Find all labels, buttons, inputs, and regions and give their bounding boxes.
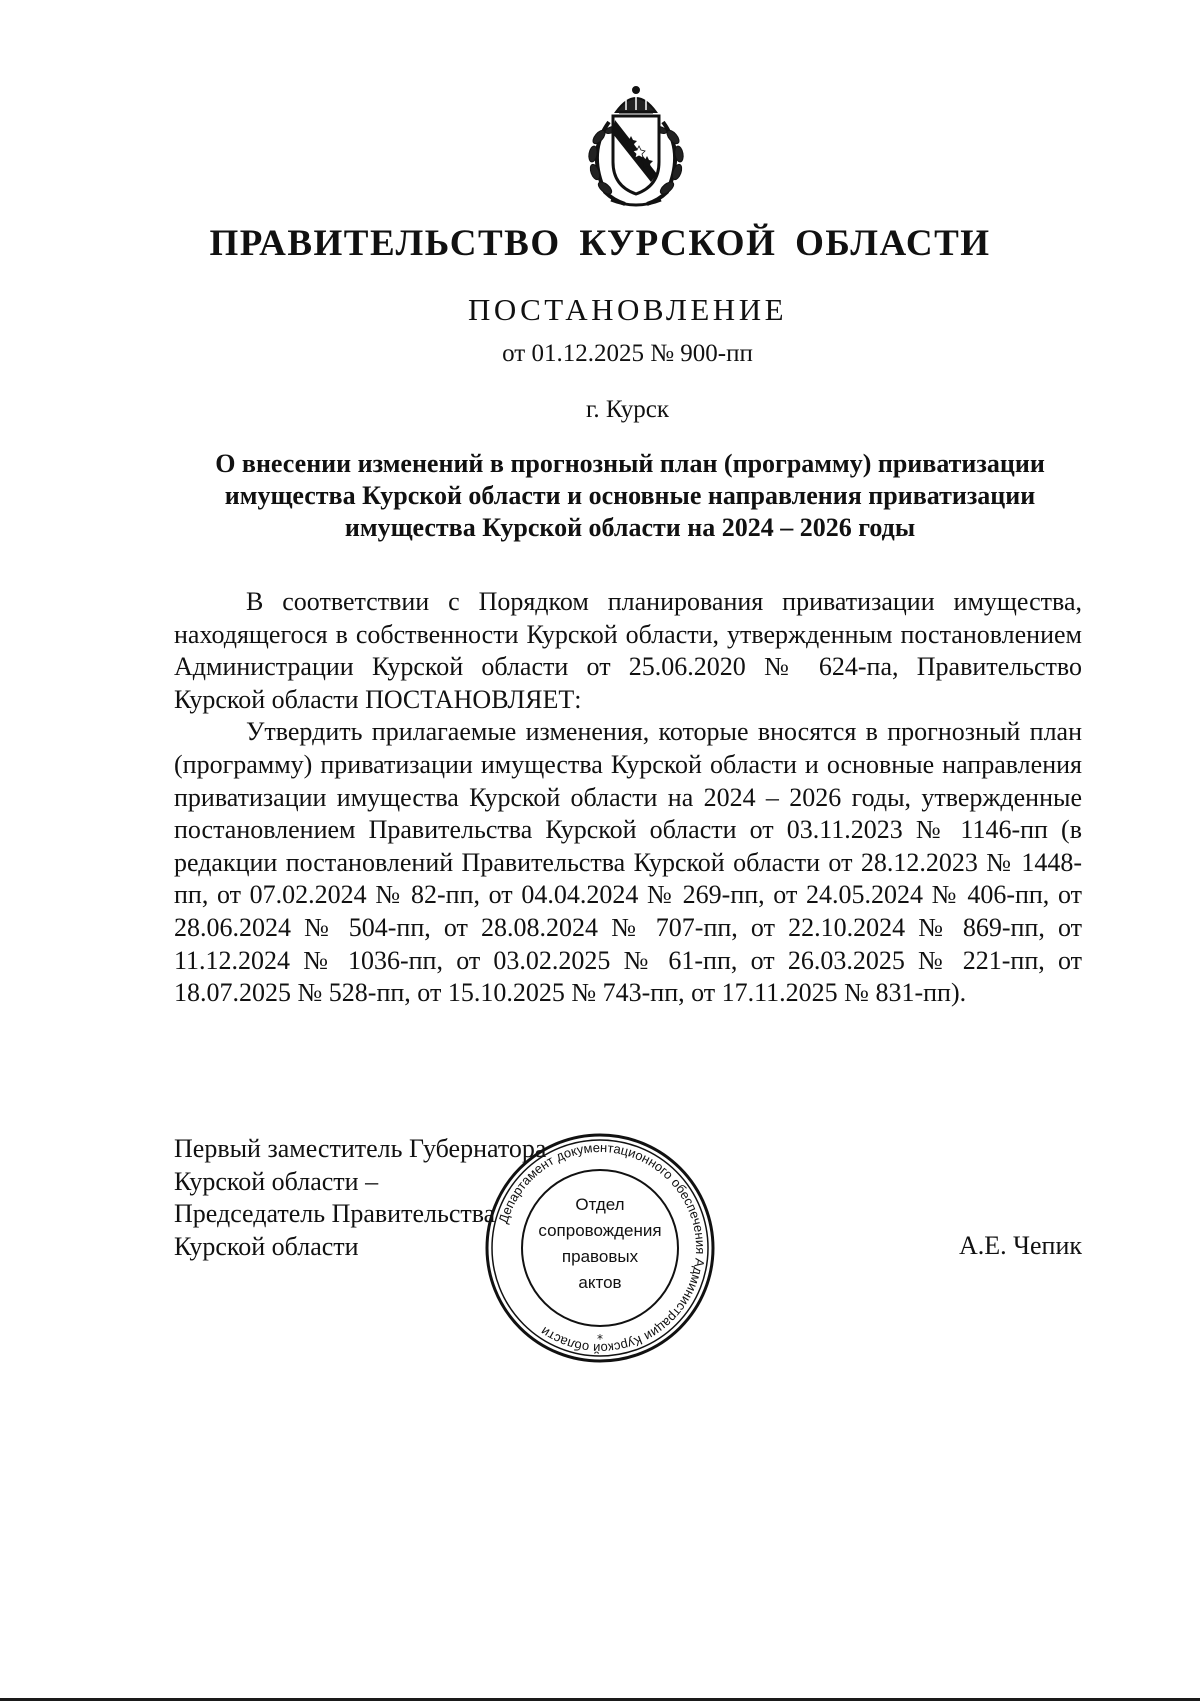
document-number: от 01.12.2025 № 900-пп: [502, 340, 753, 367]
shield-icon: [613, 116, 659, 194]
official-stamp: [480, 1128, 720, 1368]
document-subject: [170, 448, 1090, 544]
body-paragraph-preamble: В соответствии с Порядком планирования приватизации имущества, находящегося в собственности Курской области, утвержденным постановлением Администрации Курской области от 25.06.2020 № 624-па, Правительство Курской области ПОСТАНОВЛЯЕТ:: [174, 587, 1082, 714]
signer-position-line-4: Курской области: [174, 1231, 359, 1261]
coat-of-arms-emblem: [571, 82, 701, 212]
document-type: ПОСТАНОВЛЕНИЕ: [467, 292, 788, 327]
government-title: ПРАВИТЕЛЬСТВО КУРСКОЙ ОБЛАСТИ: [209, 223, 991, 264]
stamp-center-line-1: Отдел: [575, 1195, 625, 1214]
body-paragraph-resolution: Утвердить прилагаемые изменения, которые вносятся в прогнозный план (программу) приватизации имущества Курской области и основные направления приватизации имущества Курской области на 2024 – 2026 годы, утвержденные постановлением Правительства Курской области от 03.11.2023 № 1146-пп (в редакции постановлений Правительства Курской области от 28.12.2023 № 1448-пп, от 07.02.2024 № 82-пп, от 04.04.2024 № 269-пп, от 24.05.2024 № 406-пп, от 28.06.2024 № 504-пп, от 28.08.2024 № 707-пп, от 22.10.2024 № 869-пп, от 11.12.2024 № 1036-пп, от 03.02.2025 № 61-пп, от 26.03.2025 № 221-пп, от 18.07.2025 № 528-пп, от 15.10.2025 № 743-пп, от 17.11.2025 № 831-пп).: [174, 717, 1082, 1008]
scan-bottom-edge: [0, 1688, 1200, 1704]
crown-icon: [616, 87, 656, 112]
stamp-center-line-2: сопровождения: [538, 1221, 662, 1240]
document-city: г. Курск: [586, 396, 669, 423]
stamp-star-icon: *: [597, 1332, 603, 1346]
stamp-center-line-3: правовых: [561, 1247, 639, 1266]
signer-position-line-1: Первый заместитель Губернатора: [174, 1134, 547, 1163]
subject-line-3: имущества Курской области на 2024 – 2026 годы: [344, 513, 916, 542]
signer-name: А.Е. Чепик: [958, 1231, 1082, 1260]
subject-line-2: имущества Курской области и основные направления приватизации: [224, 481, 1036, 510]
signer-position-line-3: Председатель Правительства: [174, 1199, 496, 1228]
subject-line-1: О внесении изменений в прогнозный план (программу) приватизации: [215, 449, 1045, 478]
document-body: [174, 586, 1082, 1010]
signer-position-line-2: Курской области –: [174, 1166, 379, 1196]
scan-edge-line: [0, 1698, 1200, 1701]
stamp-center-line-4: актов: [578, 1273, 622, 1292]
stamp-outer-text: Департамент документационного обеспечения Администрации Курской области: [495, 1139, 709, 1357]
